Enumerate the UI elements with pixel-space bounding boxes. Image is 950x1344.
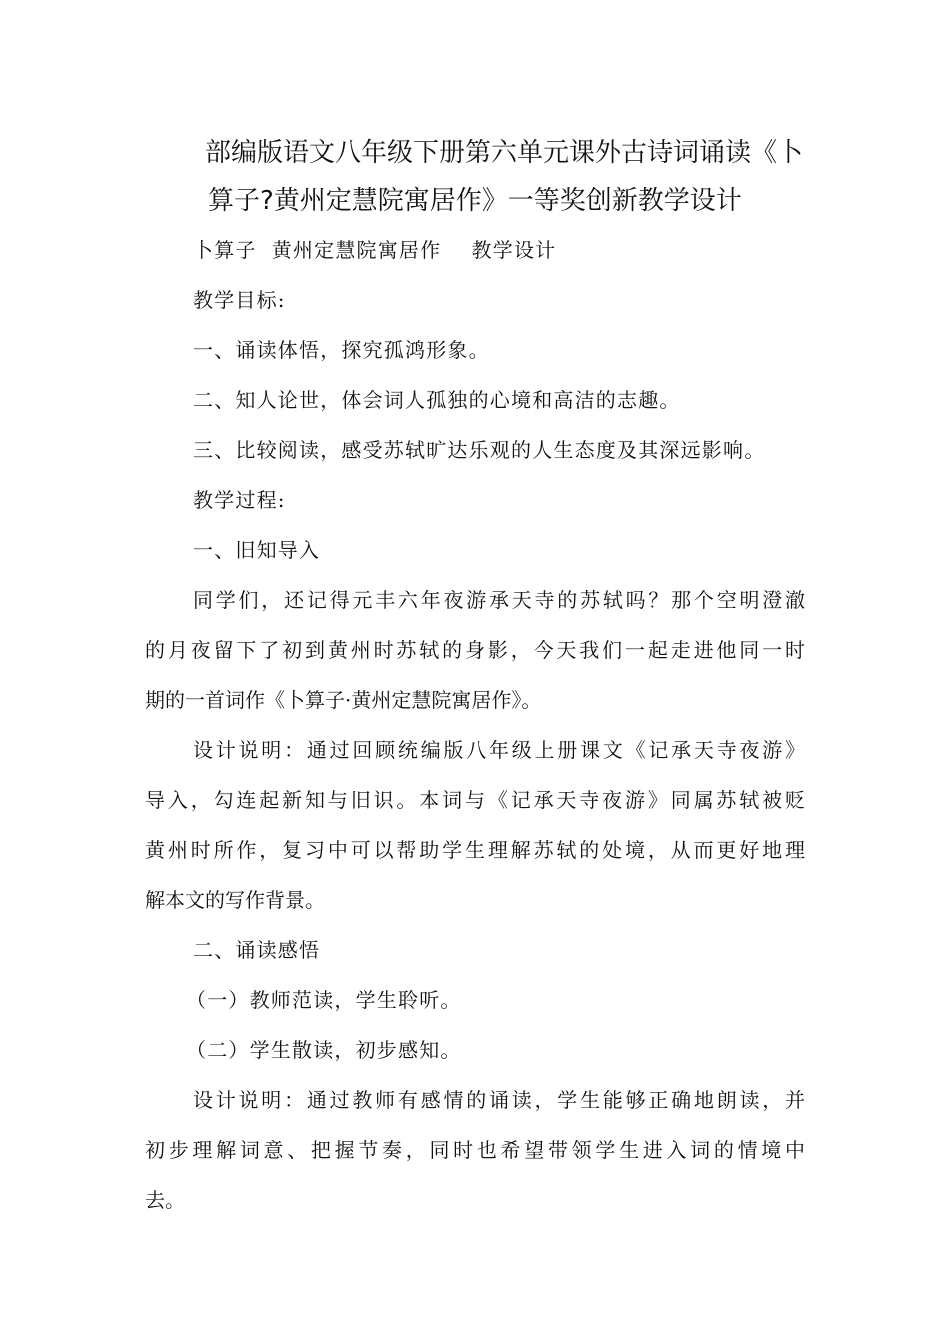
step-item-1: （一）教师范读，学生聆听。 <box>186 988 462 1012</box>
design-note-1-line: 黄州时所作，复习中可以帮助学生理解苏轼的处境，从而更好地理 <box>145 838 805 862</box>
process-heading: 教学过程: <box>193 488 286 512</box>
intro-paragraph-line: 的月夜留下了初到黄州时苏轼的身影，今天我们一起走进他同一时 <box>145 638 805 662</box>
section-1-heading: 一、旧知导入 <box>193 538 321 562</box>
goal-item-1: 一、诵读体悟，探究孤鸿形象。 <box>193 338 490 362</box>
document-subtitle: 卜算子 黄州定慧院寓居作 教学设计 <box>193 238 557 262</box>
step-item-2: （二）学生散读，初步感知。 <box>186 1038 462 1062</box>
design-note-2-line: 去。 <box>145 1188 185 1212</box>
intro-paragraph-line: 同学们，还记得元丰六年夜游承天寺的苏轼吗？那个空明澄澈 <box>193 588 805 612</box>
design-note-1-line: 设计说明：通过回顾统编版八年级上册课文《记承天寺夜游》 <box>193 738 805 762</box>
design-note-1-line: 解本文的写作背景。 <box>145 888 325 912</box>
goals-heading: 教学目标: <box>193 288 286 312</box>
document-title-line-1: 部编版语文八年级下册第六单元课外古诗词诵读《卜 <box>205 138 804 168</box>
design-note-2-line: 设计说明：通过教师有感情的诵读，学生能够正确地朗读，并 <box>193 1088 805 1112</box>
goal-item-3: 三、比较阅读，感受苏轼旷达乐观的人生态度及其深远影响。 <box>193 438 766 462</box>
section-2-heading: 二、诵读感悟 <box>193 938 321 962</box>
goal-item-2: 二、知人论世，体会词人孤独的心境和高洁的志趣。 <box>193 388 681 412</box>
design-note-1-line: 导入，勾连起新知与旧识。本词与《记承天寺夜游》同属苏轼被贬 <box>145 788 805 812</box>
intro-paragraph-line: 期的一首词作《卜算子·黄州定慧院寓居作》。 <box>145 688 542 712</box>
design-note-2-line: 初步理解词意、把握节奏，同时也希望带领学生进入词的情境中 <box>145 1138 805 1162</box>
document-title-line-2: 算子?黄州定慧院寓居作》一等奖创新教学设计 <box>208 186 742 216</box>
